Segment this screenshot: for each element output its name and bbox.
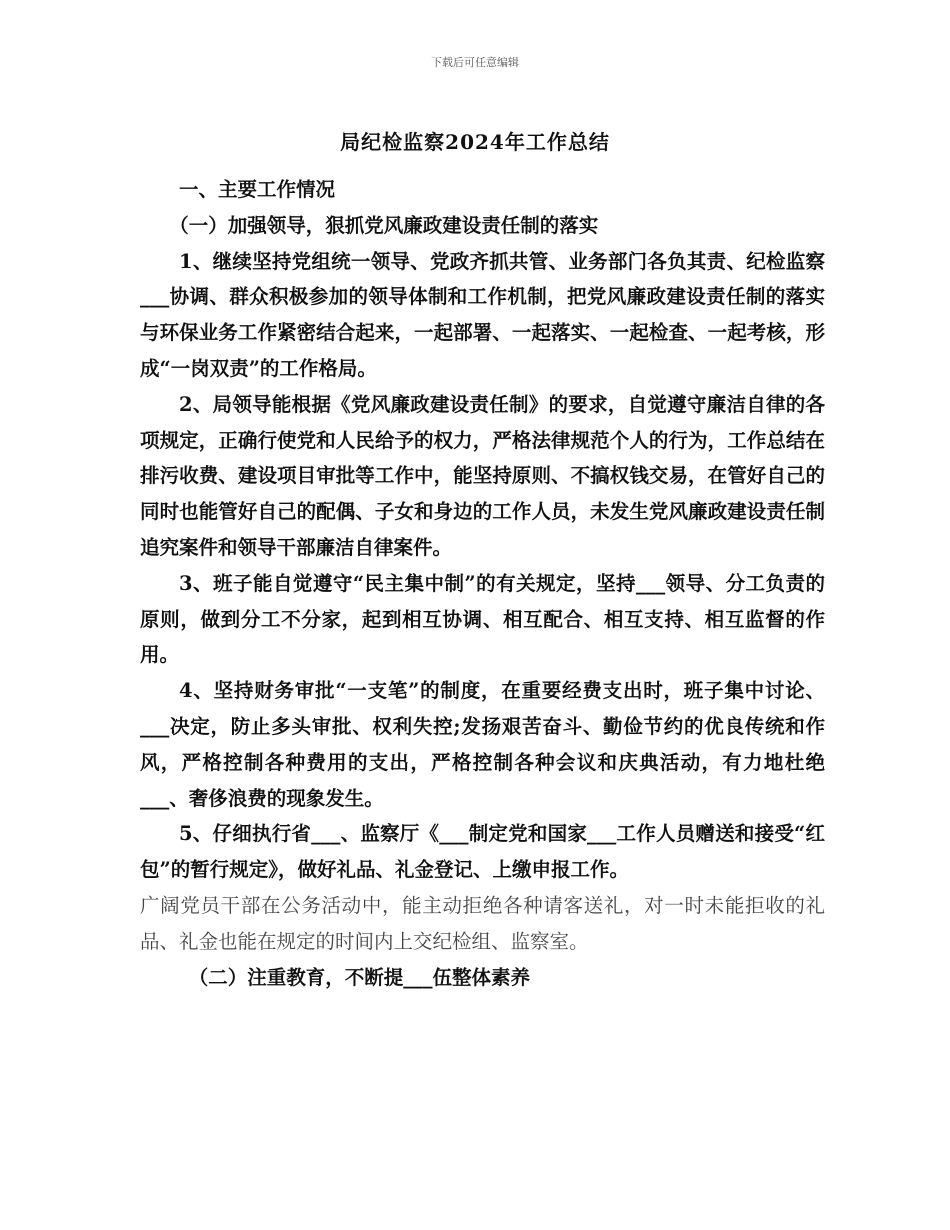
document-body bbox=[140, 172, 825, 995]
paragraph-1: 1、继续坚持党组统一领导、党政齐抓共管、业务部门各负其责、纪检监察___协调、群众积极参加的领导体制和工作机制，把党风廉政建设责任制的落实与环保业务工作紧密结合起来，一起部署、一起落实、一起检查、一起考核，形成“一岗双责”的工作格局。 bbox=[140, 249, 825, 380]
paragraph-5-continued: 广阔党员干部在公务活动中，能主动拒绝各种请客送礼，对一时未能拒收的礼品、礼金也能在规定的时间内上交纪检组、监察室。 bbox=[140, 893, 825, 953]
subsection-heading-1: （一）加强领导，狠抓党风廉政建设责任制的落实 bbox=[169, 213, 599, 237]
subsection-heading-2: （二）注重教育，不断提___伍整体素养 bbox=[188, 965, 531, 989]
paragraph-2: 2、局领导能根据《党风廉政建设责任制》的要求，自觉遵守廉洁自律的各项规定，正确行使党和人民给予的权力，严格法律规范个人的行为，工作总结在排污收费、建设项目审批等工作中，能坚持原则、不搞权钱交易，在管好自己的同时也能管好自己的配偶、子女和身边的工作人员，未发生党风廉政建设责任制追究案件和领导干部廉洁自律案件。 bbox=[140, 392, 825, 559]
paragraph-3: 3、班子能自觉遵守“民主集中制”的有关规定，坚持___领导、分工负责的原则，做到分工不分家，起到相互协调、相互配合、相互支持、相互监督的作用。 bbox=[140, 571, 825, 667]
paragraph-4: 4、坚持财务审批“一支笔”的制度，在重要经费支出时，班子集中讨论、___决定，防止多头审批、权利失控;发扬艰苦奋斗、勤俭节约的优良传统和作风，严格控制各种费用的支出，严格控制各种会议和庆典活动，有力地杜绝___、奢侈浪费的现象发生。 bbox=[140, 679, 825, 810]
header-note: 下载后可任意编辑 bbox=[431, 56, 519, 69]
document-title: 局纪检监察2024年工作总结 bbox=[340, 130, 610, 154]
paragraph-5: 5、仔细执行省___、监察厅《___制定党和国家___工作人员赠送和接受“红包”的暂行规定》，做好礼品、礼金登记、上缴申报工作。 bbox=[140, 822, 825, 882]
section-heading-1: 一、主要工作情况 bbox=[179, 178, 336, 201]
